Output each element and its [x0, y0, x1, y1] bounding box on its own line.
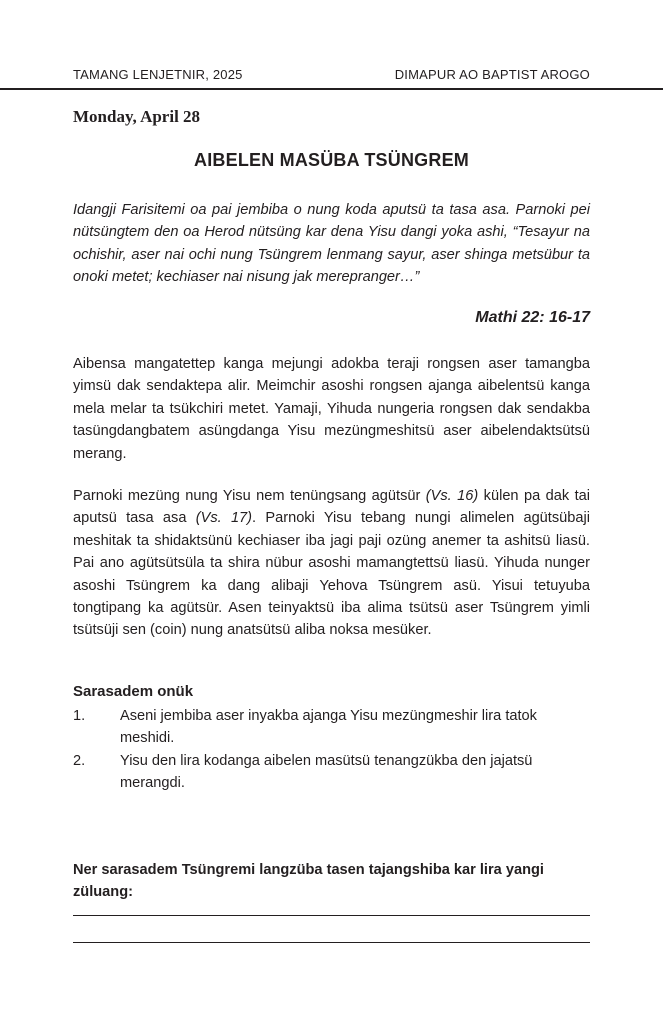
- verse-ref-17: (Vs. 17): [195, 510, 253, 527]
- header-divider: [0, 88, 663, 90]
- list-item: [73, 750, 590, 795]
- question-text: Yisu den lira kodanga aibelen masütsü tenangzükba den jajatsü merangdi.: [120, 752, 533, 792]
- body-paragraph-1: Aibensa mangatettep kanga mejungi adokba teraji rongsen aser tamangba yimsü dak sendaktepa alir. Meimchir asoshi rongsen ajanga aibelentsü kanga mela melar ta tsükchiri metet. Yamaji, Yihuda nungeria rongsen dak sendakba tasüngdangbatem asüngdanga Yisu mezüngmeshitsü aser aibelendaktsütsü merang.: [73, 356, 590, 462]
- devotion-date: Monday, April 28: [73, 107, 201, 126]
- header-right-text: DIMAPUR AO BAPTIST AROGO: [394, 67, 590, 82]
- list-item: [73, 705, 590, 750]
- paragraph-2-text-c: . Parnoki Yisu tebang nungi alimelen agütsübaji meshitak ta shidaktsünü kechiaser iba jagi paji ozüng anemer ta ashitsü liasü. Pai ano agütsütsüla ta shira nübur asoshi mamangtettsü liasü. Yihuda nunger asoshi Tsüngrem ka dang alibaji Yehova Tsüngrem asü. Yisui tetuyuba tongtipang ka agütsür. Asen teinyaktsü iba alima tsütsü aser Tsüngrem yimli tsütsüji sen (coin) nung anatsütsü aliba noksa mesüker.: [73, 510, 590, 639]
- scripture-reference: Mathi 22: 16-17: [475, 309, 590, 326]
- questions-heading: Sarasadem onük: [73, 683, 194, 700]
- question-number: 1.: [73, 708, 86, 724]
- running-header: [73, 67, 590, 82]
- question-number: 2.: [73, 752, 86, 769]
- reflection-prompt: Ner sarasadem Tsüngremi langzüba tasen tajangshiba kar lira yangi züluang:: [73, 862, 544, 900]
- header-left-text: TAMANG LENJETNIR, 2025: [73, 67, 243, 82]
- verse-ref-16: (Vs. 16): [425, 488, 479, 504]
- page-title: AIBELEN MASÜBA TSÜNGREM: [194, 150, 469, 170]
- writing-line[interactable]: [73, 942, 590, 943]
- paragraph-2-text-a: Parnoki mezüng nung Yisu nem tenüngsang agütsür: [73, 488, 426, 504]
- writing-line[interactable]: [73, 915, 590, 916]
- question-list: [73, 705, 590, 795]
- body-paragraph-2: [73, 485, 590, 642]
- scripture-passage: Idangji Farisitemi oa pai jembiba o nung koda aputsü ta tasa asa. Parnoki pei nütsüngtem den oa Herod nütsüng kar dena Yisu dangi yoka ashi, “Tesayur na ochishir, aser nai ochi nung Tsüngrem lenmang sayur, aser shinga metsübur ta onoki metet; kechiaser nai nisung jak merepranger…”: [73, 202, 590, 286]
- question-text: Aseni jembiba aser inyakba ajanga Yisu mezüngmeshir lira tatok meshidi.: [120, 708, 537, 747]
- paragraph-2-text-b: külen pa dak tai aputsü tasa asa: [73, 488, 590, 527]
